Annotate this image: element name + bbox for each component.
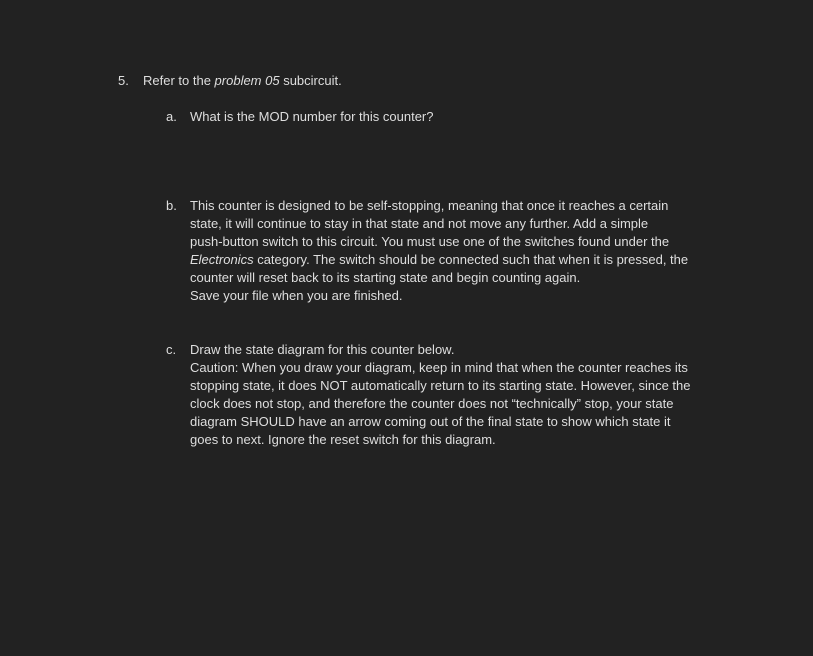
question-number: 5. [118, 73, 129, 88]
part-b-line: This counter is designed to be self-stopping, meaning that once it reaches a certain [190, 198, 669, 213]
part-c-line: diagram SHOULD have an arrow coming out of the final state to show which state it [190, 414, 671, 429]
question-intro-suffix: subcircuit. [279, 73, 342, 88]
part-b-line [190, 251, 688, 269]
part-c-line: goes to next. Ignore the reset switch for this diagram. [190, 432, 496, 447]
part-c-marker: c. [166, 342, 177, 357]
part-b-line: push-button switch to this circuit. You must use one of the switches found under the [190, 234, 670, 249]
question-intro-italic: problem 05 [214, 73, 280, 88]
part-b-italic-term: Electronics [190, 252, 254, 267]
part-b-line-rest: category. The switch should be connected such that when it is pressed, the [253, 252, 689, 267]
part-b-line: Save your file when you are finished. [190, 288, 403, 303]
part-b-line: state, it will continue to stay in that state and not move any further. Add a simple [190, 216, 649, 231]
part-a-marker: a. [166, 109, 177, 124]
part-b-marker: b. [166, 198, 177, 213]
part-c-line: stopping state, it does NOT automatically return to its starting state. However, since the [190, 378, 691, 393]
part-c-line: Caution: When you draw your diagram, keep in mind that when the counter reaches its [190, 360, 688, 375]
part-b-line: counter will reset back to its starting state and begin counting again. [190, 270, 581, 285]
question-intro [143, 72, 342, 90]
part-c-line: Draw the state diagram for this counter below. [190, 342, 455, 357]
part-a-text: What is the MOD number for this counter? [190, 109, 434, 124]
question-intro-prefix: Refer to the [143, 73, 215, 88]
part-c-line: clock does not stop, and therefore the counter does not “technically” stop, your state [190, 396, 674, 411]
